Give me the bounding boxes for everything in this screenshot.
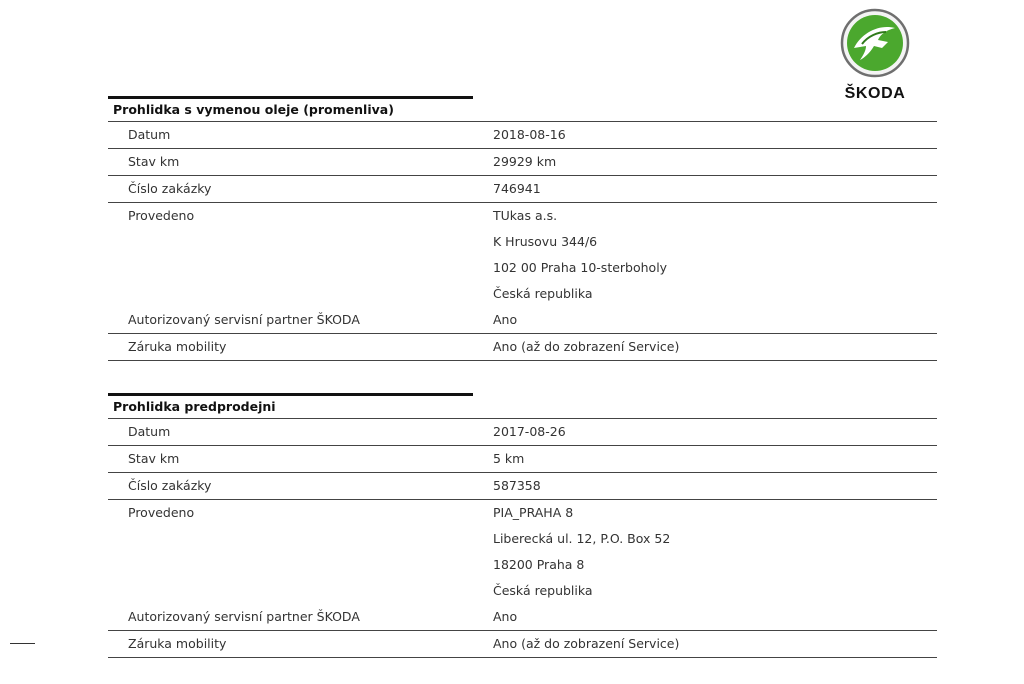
row-label: Číslo zakázky <box>128 478 212 493</box>
row-values <box>493 122 937 148</box>
row-label: Záruka mobility <box>128 339 227 354</box>
row-label: Datum <box>128 127 171 142</box>
row-value: 5 km <box>493 451 525 466</box>
row-values <box>493 631 937 657</box>
row-values <box>493 604 937 630</box>
table-row <box>108 604 937 631</box>
row-value: Ano <box>493 312 518 327</box>
row-label: Stav km <box>128 451 180 466</box>
table-row <box>108 473 937 500</box>
row-values <box>493 419 937 445</box>
table-row <box>108 500 937 604</box>
row-value: Ano <box>493 609 518 624</box>
skoda-wordmark: ŠKODA <box>844 85 906 102</box>
table-row <box>108 419 937 446</box>
row-label: Stav km <box>128 154 180 169</box>
row-value: 746941 <box>493 181 541 196</box>
row-label: Číslo zakázky <box>128 181 212 196</box>
row-value: 2017-08-26 <box>493 424 566 439</box>
row-value: Ano (až do zobrazení Service) <box>493 636 680 651</box>
row-label: Autorizovaný servisní partner ŠKODA <box>128 609 360 624</box>
table-row <box>108 122 937 149</box>
skoda-logo <box>832 8 918 104</box>
row-label: Datum <box>128 424 171 439</box>
row-values <box>493 307 937 333</box>
row-value: Česká republika <box>493 286 593 301</box>
table-row <box>108 149 937 176</box>
table-row <box>108 446 937 473</box>
row-value: TUkas a.s. <box>493 208 558 223</box>
row-values <box>493 500 937 604</box>
section-title: Prohlidka predprodejni <box>108 396 937 419</box>
row-value: Česká republika <box>493 583 593 598</box>
row-value: 102 00 Praha 10-sterboholy <box>493 260 668 275</box>
row-value: 18200 Praha 8 <box>493 557 585 572</box>
table-row <box>108 307 937 334</box>
row-values <box>493 473 937 499</box>
row-value: 29929 km <box>493 154 557 169</box>
table-row <box>108 334 937 361</box>
skoda-winged-arrow-icon <box>840 8 910 78</box>
row-label: Autorizovaný servisní partner ŠKODA <box>128 312 360 327</box>
service-record-section <box>108 96 937 361</box>
row-value: 2018-08-16 <box>493 127 566 142</box>
row-label: Provedeno <box>128 208 195 223</box>
table-row <box>108 203 937 307</box>
row-label: Záruka mobility <box>128 636 227 651</box>
margin-mark <box>10 643 35 644</box>
row-values <box>493 334 937 360</box>
row-values <box>493 149 937 175</box>
row-value: Ano (až do zobrazení Service) <box>493 339 680 354</box>
section-title: Prohlidka s vymenou oleje (promenliva) <box>108 99 937 122</box>
row-value: K Hrusovu 344/6 <box>493 234 598 249</box>
service-record-section <box>108 393 937 658</box>
table-row <box>108 631 937 658</box>
table-row <box>108 176 937 203</box>
row-values <box>493 176 937 202</box>
row-values <box>493 446 937 472</box>
row-value: Liberecká ul. 12, P.O. Box 52 <box>493 531 671 546</box>
row-value: PIA_PRAHA 8 <box>493 505 574 520</box>
row-values <box>493 203 937 307</box>
row-label: Provedeno <box>128 505 195 520</box>
row-value: 587358 <box>493 478 541 493</box>
